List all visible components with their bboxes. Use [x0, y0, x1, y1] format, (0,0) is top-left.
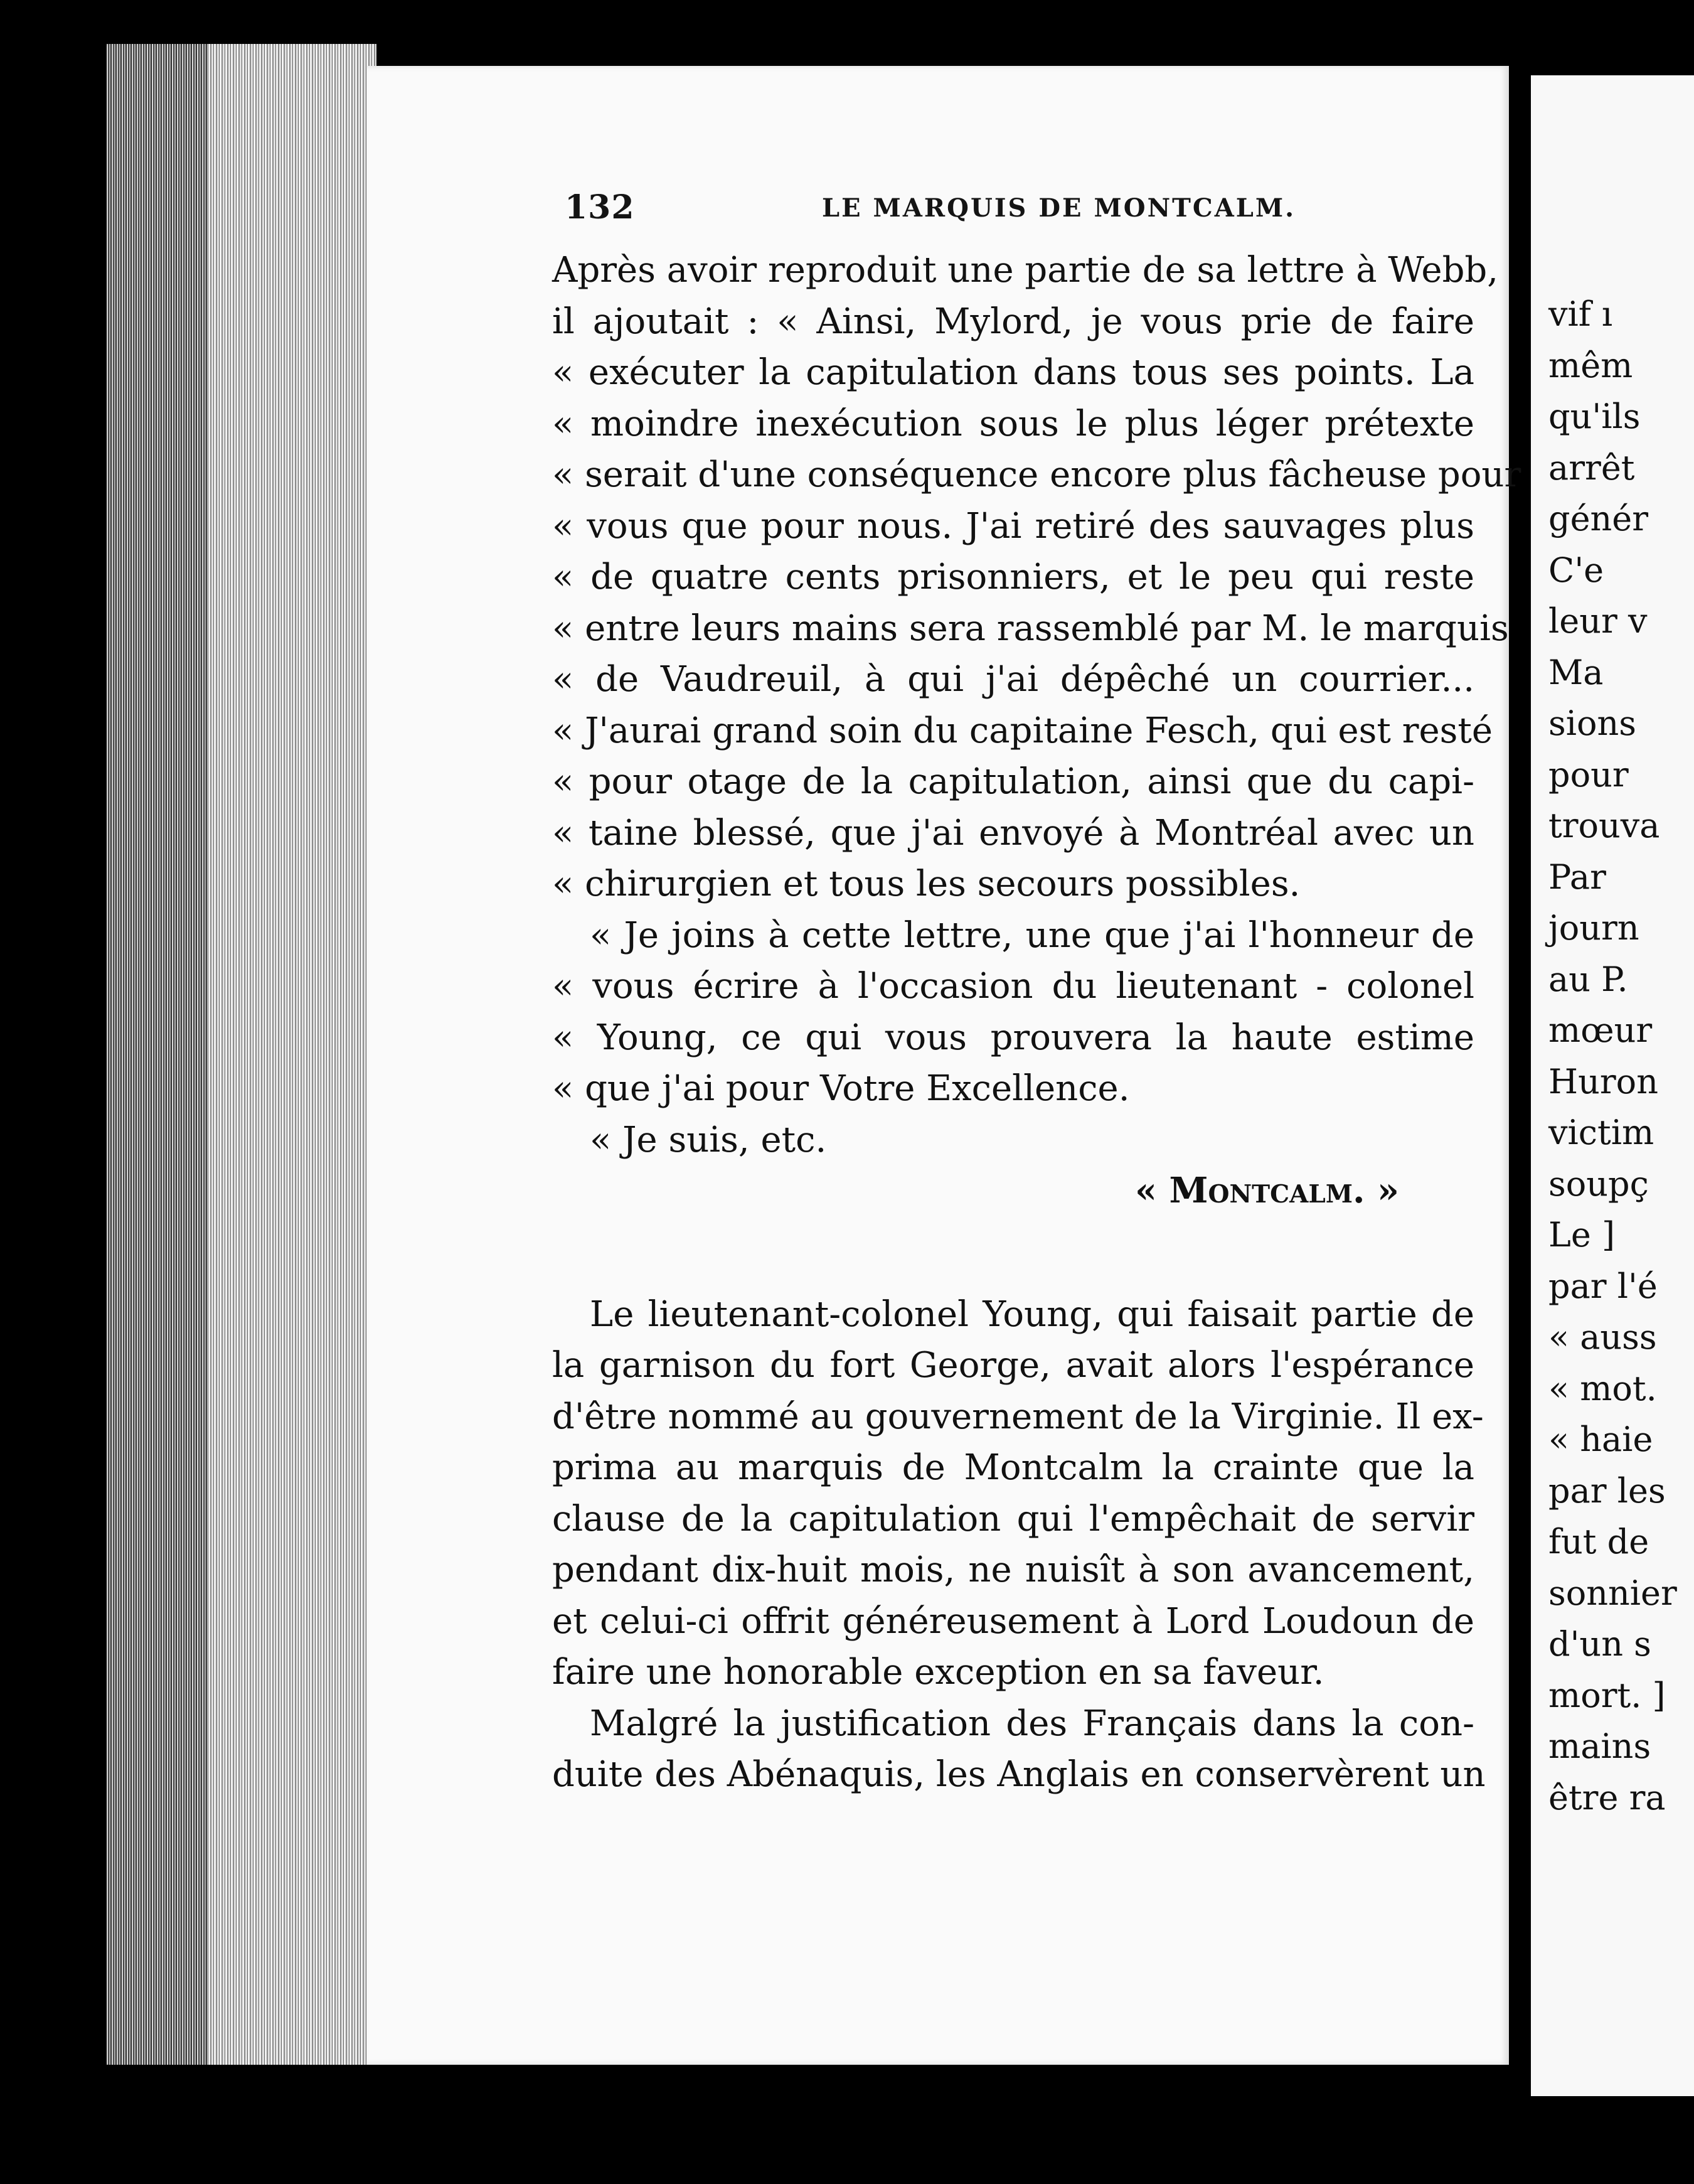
- fragment-line: qu'ils: [1548, 397, 1641, 436]
- text-line: « Young, ce qui vous prouvera la haute estime: [552, 1017, 1474, 1058]
- text-line: « pour otage de la capitulation, ainsi que du capi-: [552, 761, 1474, 802]
- text-line: il ajoutait : « Ainsi, Mylord, je vous prie de faire: [552, 301, 1474, 342]
- fragment-line: fut de: [1548, 1522, 1649, 1561]
- text-line: et celui-ci offrit généreusement à Lord Loudoun de: [552, 1600, 1474, 1642]
- text-line: d'être nommé au gouvernement de la Virginie. Il ex-: [552, 1396, 1484, 1437]
- fragment-line: C'e: [1548, 550, 1604, 590]
- fragment-line: « haie: [1548, 1420, 1653, 1459]
- fragment-line: pour: [1548, 754, 1629, 795]
- fragment-line: mœur: [1548, 1010, 1653, 1050]
- text-line: « de Vaudreuil, à qui j'ai dépêché un courrier...: [552, 659, 1474, 700]
- letter-signature: « Montcalm. »: [1134, 1170, 1399, 1211]
- text-line: « que j'ai pour Votre Excellence.: [552, 1068, 1130, 1109]
- fragment-line: arrêt: [1548, 447, 1635, 488]
- fragment-line: au P.: [1548, 959, 1628, 999]
- fragment-line: génér: [1548, 499, 1649, 538]
- text-line: duite des Abénaquis, les Anglais en conservèrent un: [552, 1754, 1486, 1795]
- text-line: « chirurgien et tous les secours possibles.: [552, 864, 1301, 904]
- right-page-text: [1548, 289, 1677, 1823]
- page-edges-shadow: [107, 44, 207, 2065]
- text-line: faire une honorable exception en sa faveur.: [552, 1652, 1324, 1693]
- fragment-line: mêm: [1548, 345, 1633, 385]
- fragment-line: journ: [1548, 908, 1639, 948]
- fragment-line: soupç: [1548, 1164, 1649, 1204]
- text-line: « serait d'une conséquence encore plus fâcheuse pour: [552, 454, 1521, 495]
- fragment-line: d'un s: [1548, 1624, 1651, 1664]
- text-line: « exécuter la capitulation dans tous ses points. La: [552, 352, 1474, 393]
- fragment-line: Huron: [1548, 1061, 1658, 1101]
- text-line: prima au marquis de Montcalm la crainte que la: [552, 1447, 1474, 1488]
- fragment-line: vif ı: [1548, 294, 1613, 334]
- fragment-line: par l'é: [1548, 1266, 1658, 1306]
- fragment-line: sions: [1548, 704, 1636, 743]
- fragment-line: trouva: [1548, 806, 1660, 845]
- text-line: « moindre inexécution sous le plus léger prétexte: [552, 403, 1474, 444]
- section-gap: [552, 1217, 1474, 1289]
- paragraph-young: [552, 1289, 1484, 1698]
- text-line: « J'aurai grand soin du capitaine Fesch, qui est resté: [552, 710, 1493, 751]
- letter-closing: « Je suis, etc.: [590, 1119, 827, 1160]
- fragment-line: mains: [1548, 1726, 1651, 1766]
- fragment-line: mort. ]: [1548, 1675, 1666, 1715]
- running-title: LE MARQUIS DE MONTCALM.: [822, 193, 1296, 223]
- fragment-line: leur v: [1548, 601, 1648, 641]
- paragraph-justification: [552, 1698, 1486, 1801]
- fragment-line: Par: [1548, 857, 1606, 897]
- text-line: Après avoir reproduit une partie de sa lettre à Webb,: [552, 250, 1499, 291]
- text-line: « Je joins à cette lettre, une que j'ai l'honneur de: [590, 914, 1474, 956]
- text-line: « entre leurs mains sera rassemblé par M. le marquis: [552, 608, 1509, 649]
- text-line: « taine blessé, que j'ai envoyé à Montréal avec un: [552, 812, 1474, 854]
- text-line: Le lieutenant-colonel Young, qui faisait partie de: [590, 1293, 1474, 1335]
- text-line: pendant dix-huit mois, ne nuisît à son avancement,: [552, 1550, 1474, 1590]
- fragment-line: Le ]: [1548, 1215, 1616, 1255]
- fragment-line: victim: [1548, 1113, 1654, 1152]
- fragment-line: « mot.: [1548, 1368, 1657, 1408]
- fragment-line: être ra: [1548, 1777, 1666, 1817]
- paragraph-letter-2: [552, 910, 1474, 1115]
- fragment-line: « auss: [1548, 1317, 1657, 1357]
- text-line: Malgré la justification des Français dans la con-: [590, 1703, 1474, 1744]
- page-number: 132: [565, 188, 635, 227]
- text-line: « vous que pour nous. J'ai retiré des sauvages plus: [552, 505, 1474, 547]
- text-line: « vous écrire à l'occasion du lieutenant - colonel: [552, 966, 1474, 1007]
- text-line: la garnison du fort George, avait alors l'espérance: [552, 1345, 1474, 1386]
- text-line: « de quatre cents prisonniers, et le peu qui reste: [552, 557, 1474, 597]
- text-line: clause de la capitulation qui l'empêchait de servir: [552, 1498, 1474, 1539]
- body-text: [552, 245, 1521, 1801]
- paragraph-letter-1: [552, 245, 1521, 910]
- fragment-line: Ma: [1548, 652, 1604, 692]
- fragment-line: par les: [1548, 1470, 1666, 1511]
- fragment-line: sonnier: [1548, 1573, 1677, 1613]
